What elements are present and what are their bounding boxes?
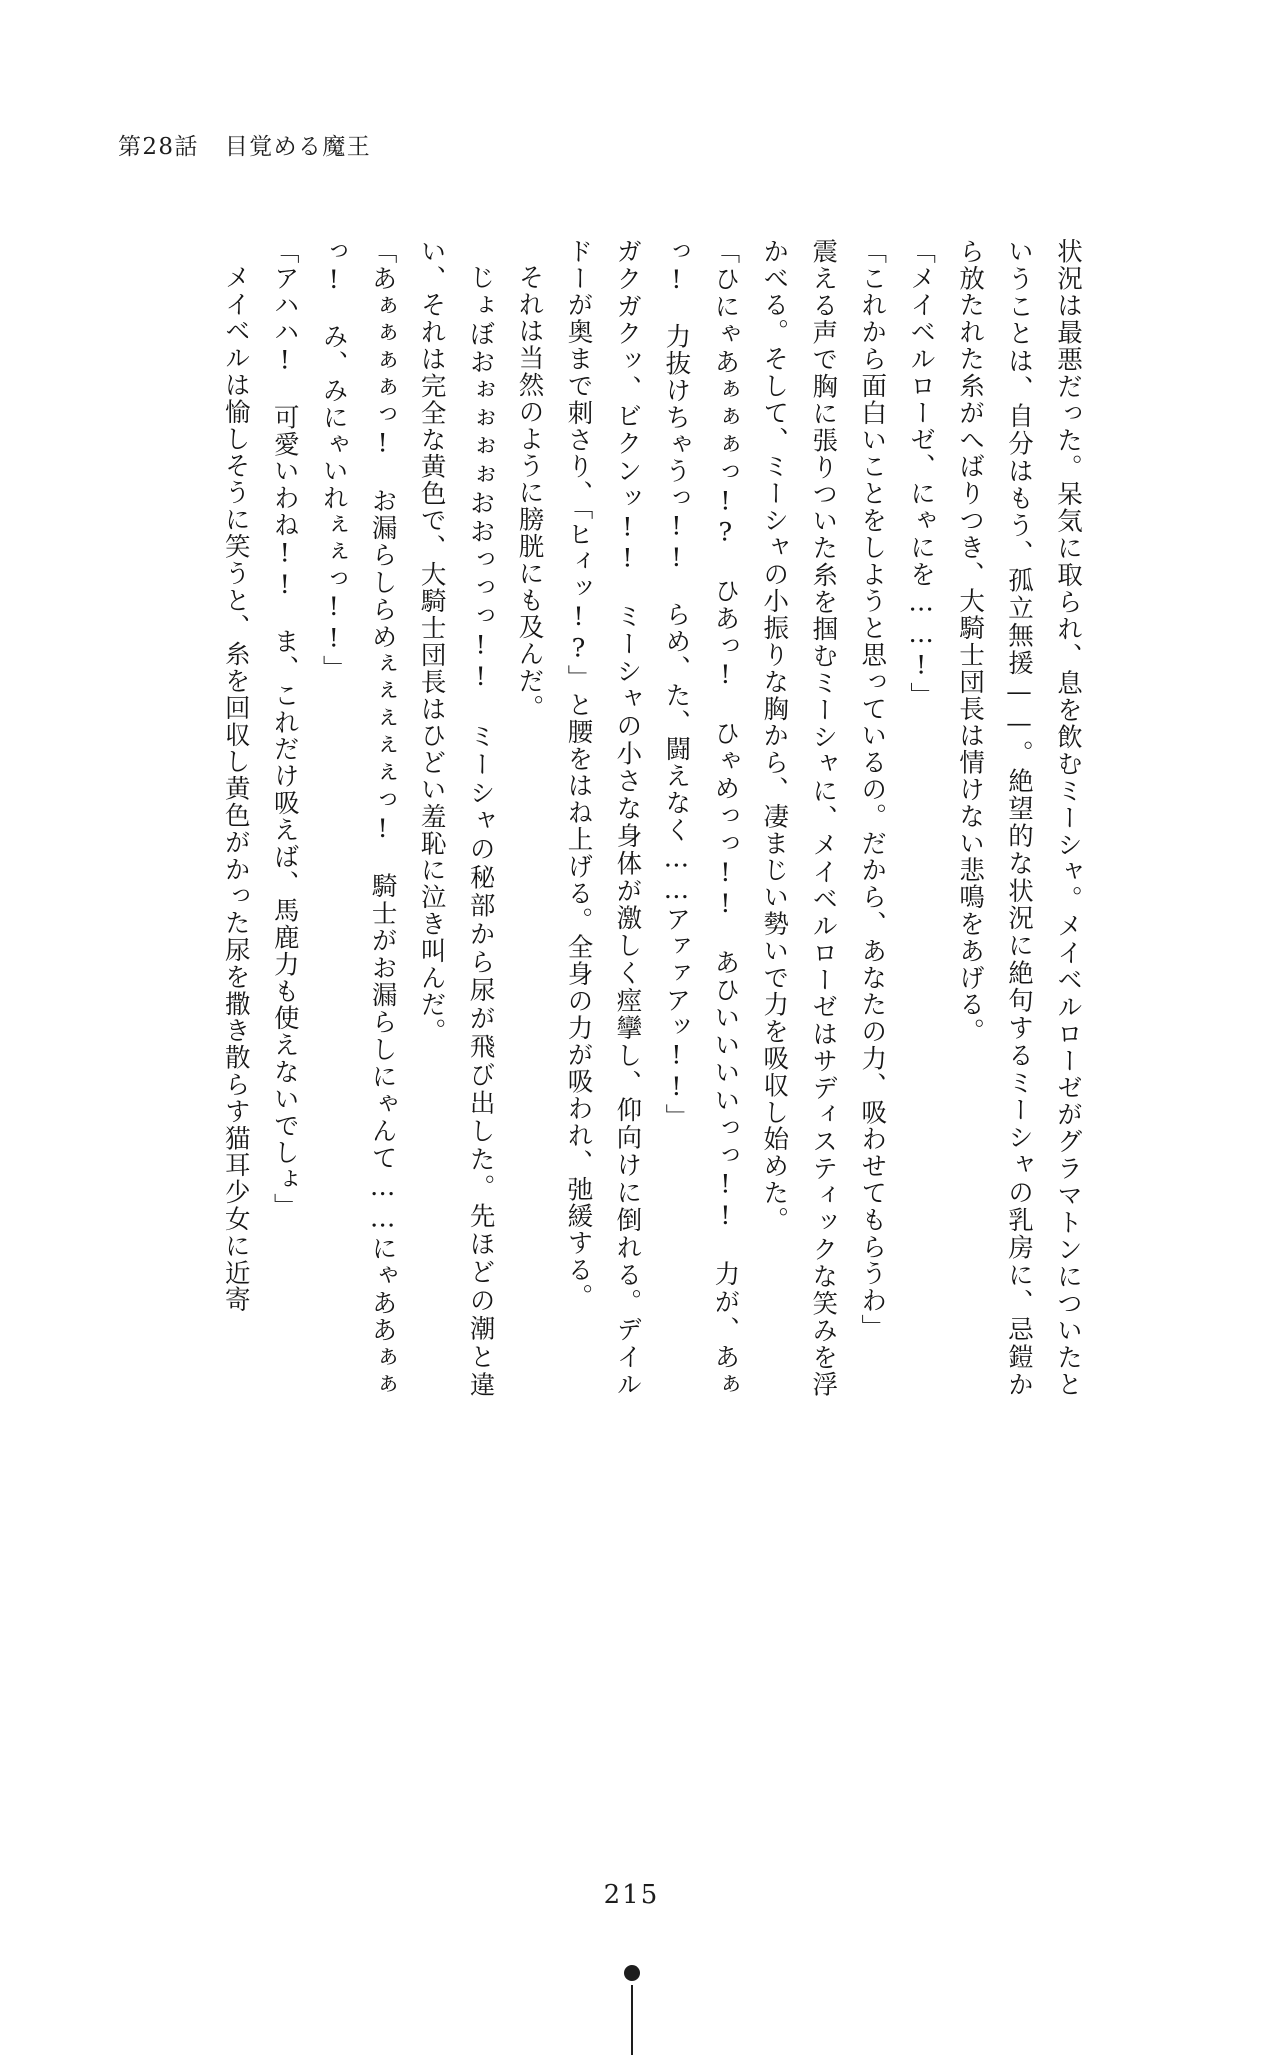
paragraph: それは当然のように膀胱にも及んだ。 [514, 263, 545, 721]
chapter-number: 第28話 [118, 134, 199, 160]
paragraph: じょぼおぉぉぉぉおおっっっ!! ミーシャの秘部から尿が飛び出した。先ほどの潮と違い、それは完全な黄色で、大騎士団長はひどい羞恥に泣き叫んだ。 [416, 238, 496, 1398]
paragraph: ガクガクッ、ビクンッ!! ミーシャの小さな身体が激しく痙攣し、仰向けに倒れる。デイルドーが奥まで刺さり、「ヒィッ!?」と腰をはね上げる。全身の力が吸われ、弛緩する。 [563, 238, 643, 1398]
chapter-title: 目覚める魔王 [224, 134, 372, 160]
paragraph: 「これから面白いことをしようと思っているの。だから、あなたの力、吸わせてもらうわ」 [857, 238, 888, 1342]
paragraph: 「メイベルローゼ、にゃにを……!」 [906, 238, 937, 709]
body-text-area [92, 238, 1092, 1398]
paragraph: 「アハハ! 可愛いわね!! ま、これだけ吸えば、馬鹿力も使えないでしょ」 [269, 238, 300, 1220]
binding-stem-icon [631, 1985, 633, 2055]
paragraph: 「ひにゃあぁぁぁっ!? ひあっ! ひゃめっっ!! あひいいいいっっ!! 力が、あぁっ! 力抜けちゃうっ!! らめ、た、闘えなく……アァァアッ!!」 [661, 238, 741, 1398]
paragraph: 震える声で胸に張りついた糸を掴むミーシャに、メイベルローゼはサディスティックな笑みを浮かべる。そして、ミーシャの小振りな胸から、凄まじい勢いで力を吸収し始めた。 [759, 238, 839, 1398]
paragraph: 「あぁぁぁぁっ! お漏らしらめぇぇぇぇぇっ! 騎士がお漏らしにゃんて……にゃああぁぁっ! み、みにゃいれぇぇっ!!」 [318, 238, 398, 1398]
paragraph: メイベルは愉しそうに笑うと、糸を回収し黄色がかった尿を撒き散らす猫耳少女に近寄 [220, 263, 251, 1313]
binding-mark-icon [621, 1965, 643, 2065]
binding-dot-icon [624, 1965, 640, 1981]
page-number: 215 [603, 1880, 660, 1910]
paragraph: 状況は最悪だった。呆気に取られ、息を飲むミーシャ。メイベルローゼがグラマトンについたということは、自分はもう、孤立無援——。絶望的な状況に絶句するミーシャの乳房に、忌鎧から放たれた糸がへばりつき、大騎士団長は情けない悲鳴をあげる。 [955, 238, 1083, 1398]
vertical-text-block [92, 238, 1092, 1398]
running-head [118, 128, 371, 161]
